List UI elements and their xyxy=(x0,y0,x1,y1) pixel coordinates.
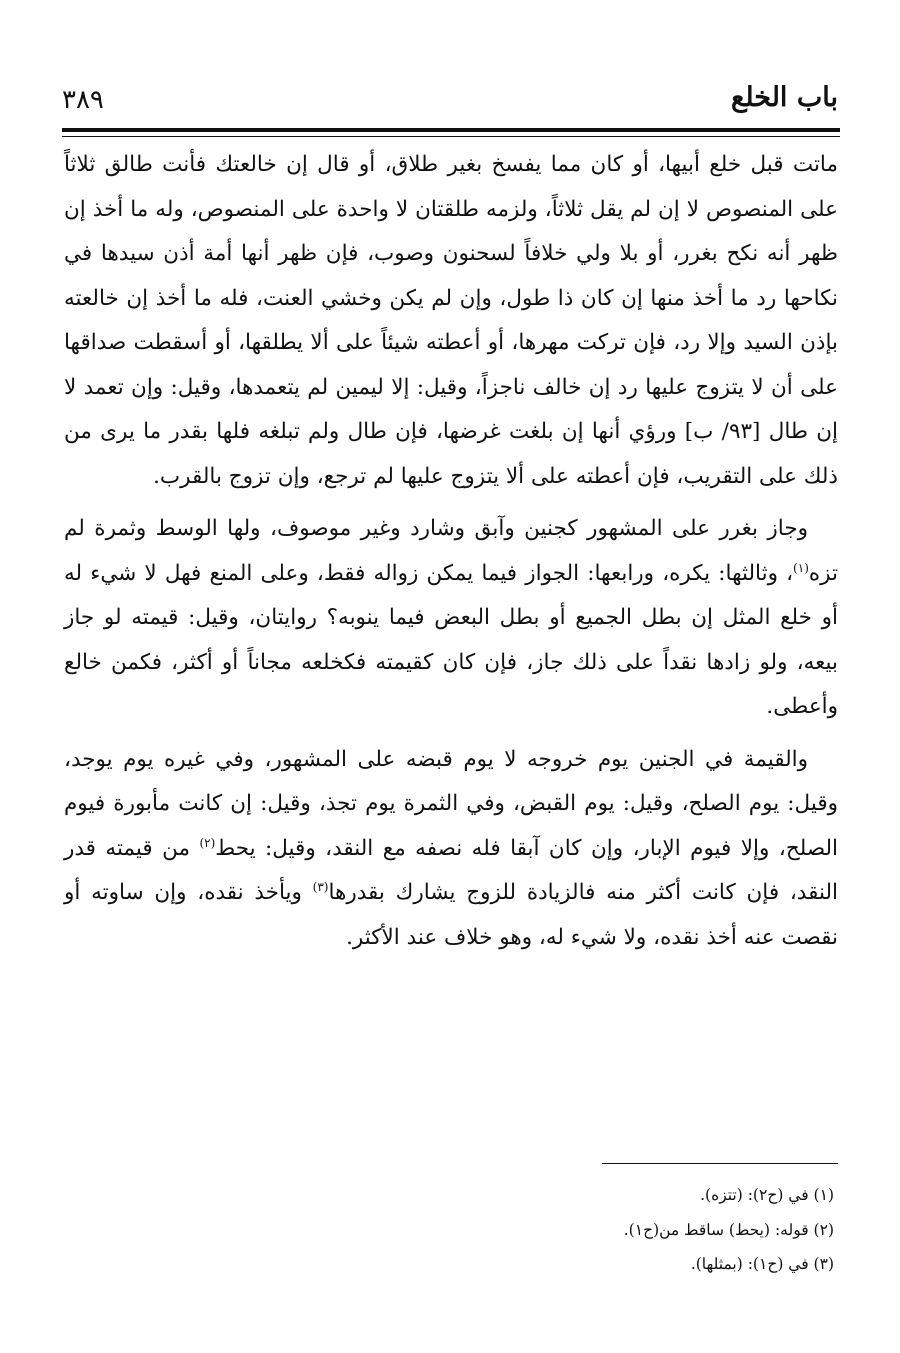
paragraph-1 xyxy=(64,143,838,499)
footnote-marker-1: (١) xyxy=(793,560,809,575)
page-number: ٣٨٩ xyxy=(62,85,104,115)
paragraph-3-text-c: ويأخذ نقده، وإن ساوته أو نقصت عنه أخذ نقده، ولا شيء له، وهو خلاف عند الأكثر. xyxy=(64,880,838,950)
footnote-separator xyxy=(602,1163,838,1164)
paragraph-2 xyxy=(64,507,838,730)
header-rule-thick xyxy=(62,128,840,132)
main-text xyxy=(64,143,838,960)
footnote-1: (١) في (ح٢): (تتزه). xyxy=(700,1186,834,1204)
footnote-marker-2: (٢) xyxy=(199,835,216,850)
paragraph-3-text-b: من قيمته قدر النقد، فإن كانت أكثر منه فالزيادة للزوج يشارك بقدرها xyxy=(64,835,838,905)
paragraph-3 xyxy=(64,738,838,961)
footnote-marker-3: (٣) xyxy=(312,879,329,894)
running-title: باب الخلع xyxy=(730,82,838,113)
paragraph-3-text-a: والقيمة في الجنين يوم خروجه لا يوم قبضه على المشهور، وفي غيره يوم يوجد، وقيل: يوم الصلح، وقيل: يوم القبض، وفي الثمرة يوم تجذ، وقيل: إن كانت مأبورة فيوم الصلح، وإلا فيوم الإبار، وإن كان آبقا فله نصفه مع النقد، وقيل: يحط xyxy=(64,746,838,861)
footnote-3: (٣) في (ح١): (بمثلها). xyxy=(690,1255,834,1273)
paragraph-1-text: ماتت قبل خلع أبيها، أو كان مما يفسخ بغير طلاق، أو قال إن خالعتك فأنت طالق ثلاثاً على المنصوص لا إن لم يقل ثلاثاً، ولزمه طلقتان لا واحدة على المنصوص، وله ما أخذ إن ظهر أنه نكح بغرر، أو بلا ولي خلافاً لسحنون وصوب، فإن ظهر أنها أمة أذن سيدها في نكاحها رد ما أخذ منها إن كان ذا طول، وإن لم يكن وخشي العنت، فله ما أخذ إن خالعته بإذن السيد وإلا رد، فإن تركت مهرها، أو أعطته شيئاً على ألا يطلقها، أو أسقطت صداقها على أن لا يتزوج عليها رد إن خالف ناجزاً، وقيل: إلا ليمين لم يتعمدها، وقيل: وإن تعمد لا إن طال [٩٣/ ب] ورؤي أنها إن بلغت غرضها، فإن طال ولم تبلغه فلها بقدر ما يرى من ذلك على التقريب، فإن أعطته على ألا يتزوج عليها لم ترجع، وإن تزوج بالقرب. xyxy=(64,152,839,489)
paragraph-2-text-b: ، وثالثها: يكره، ورابعها: الجواز فيما يمكن زواله فقط، وعلى المنع فهل لا شيء له أو خلع المثل إن بطل الجميع أو بطل البعض فيما ينوبه؟ روايتان، وقيل: قيمته لو جاز بيعه، ولو زادها نقداً على ذلك جاز، فإن كان كقيمته فكخلعه مجاناً أو أكثر، فكمن خالع وأعطى. xyxy=(64,560,838,719)
paragraph-2-text-a: وجاز بغرر على المشهور كجنين وآبق وشارد وغير موصوف، ولها الوسط وثمرة لم تزه xyxy=(64,516,838,586)
header-rule-thin xyxy=(62,136,840,137)
footnotes xyxy=(64,1178,834,1282)
footnote-2: (٢) قوله: (يحط) ساقط من(ح١). xyxy=(623,1220,834,1239)
